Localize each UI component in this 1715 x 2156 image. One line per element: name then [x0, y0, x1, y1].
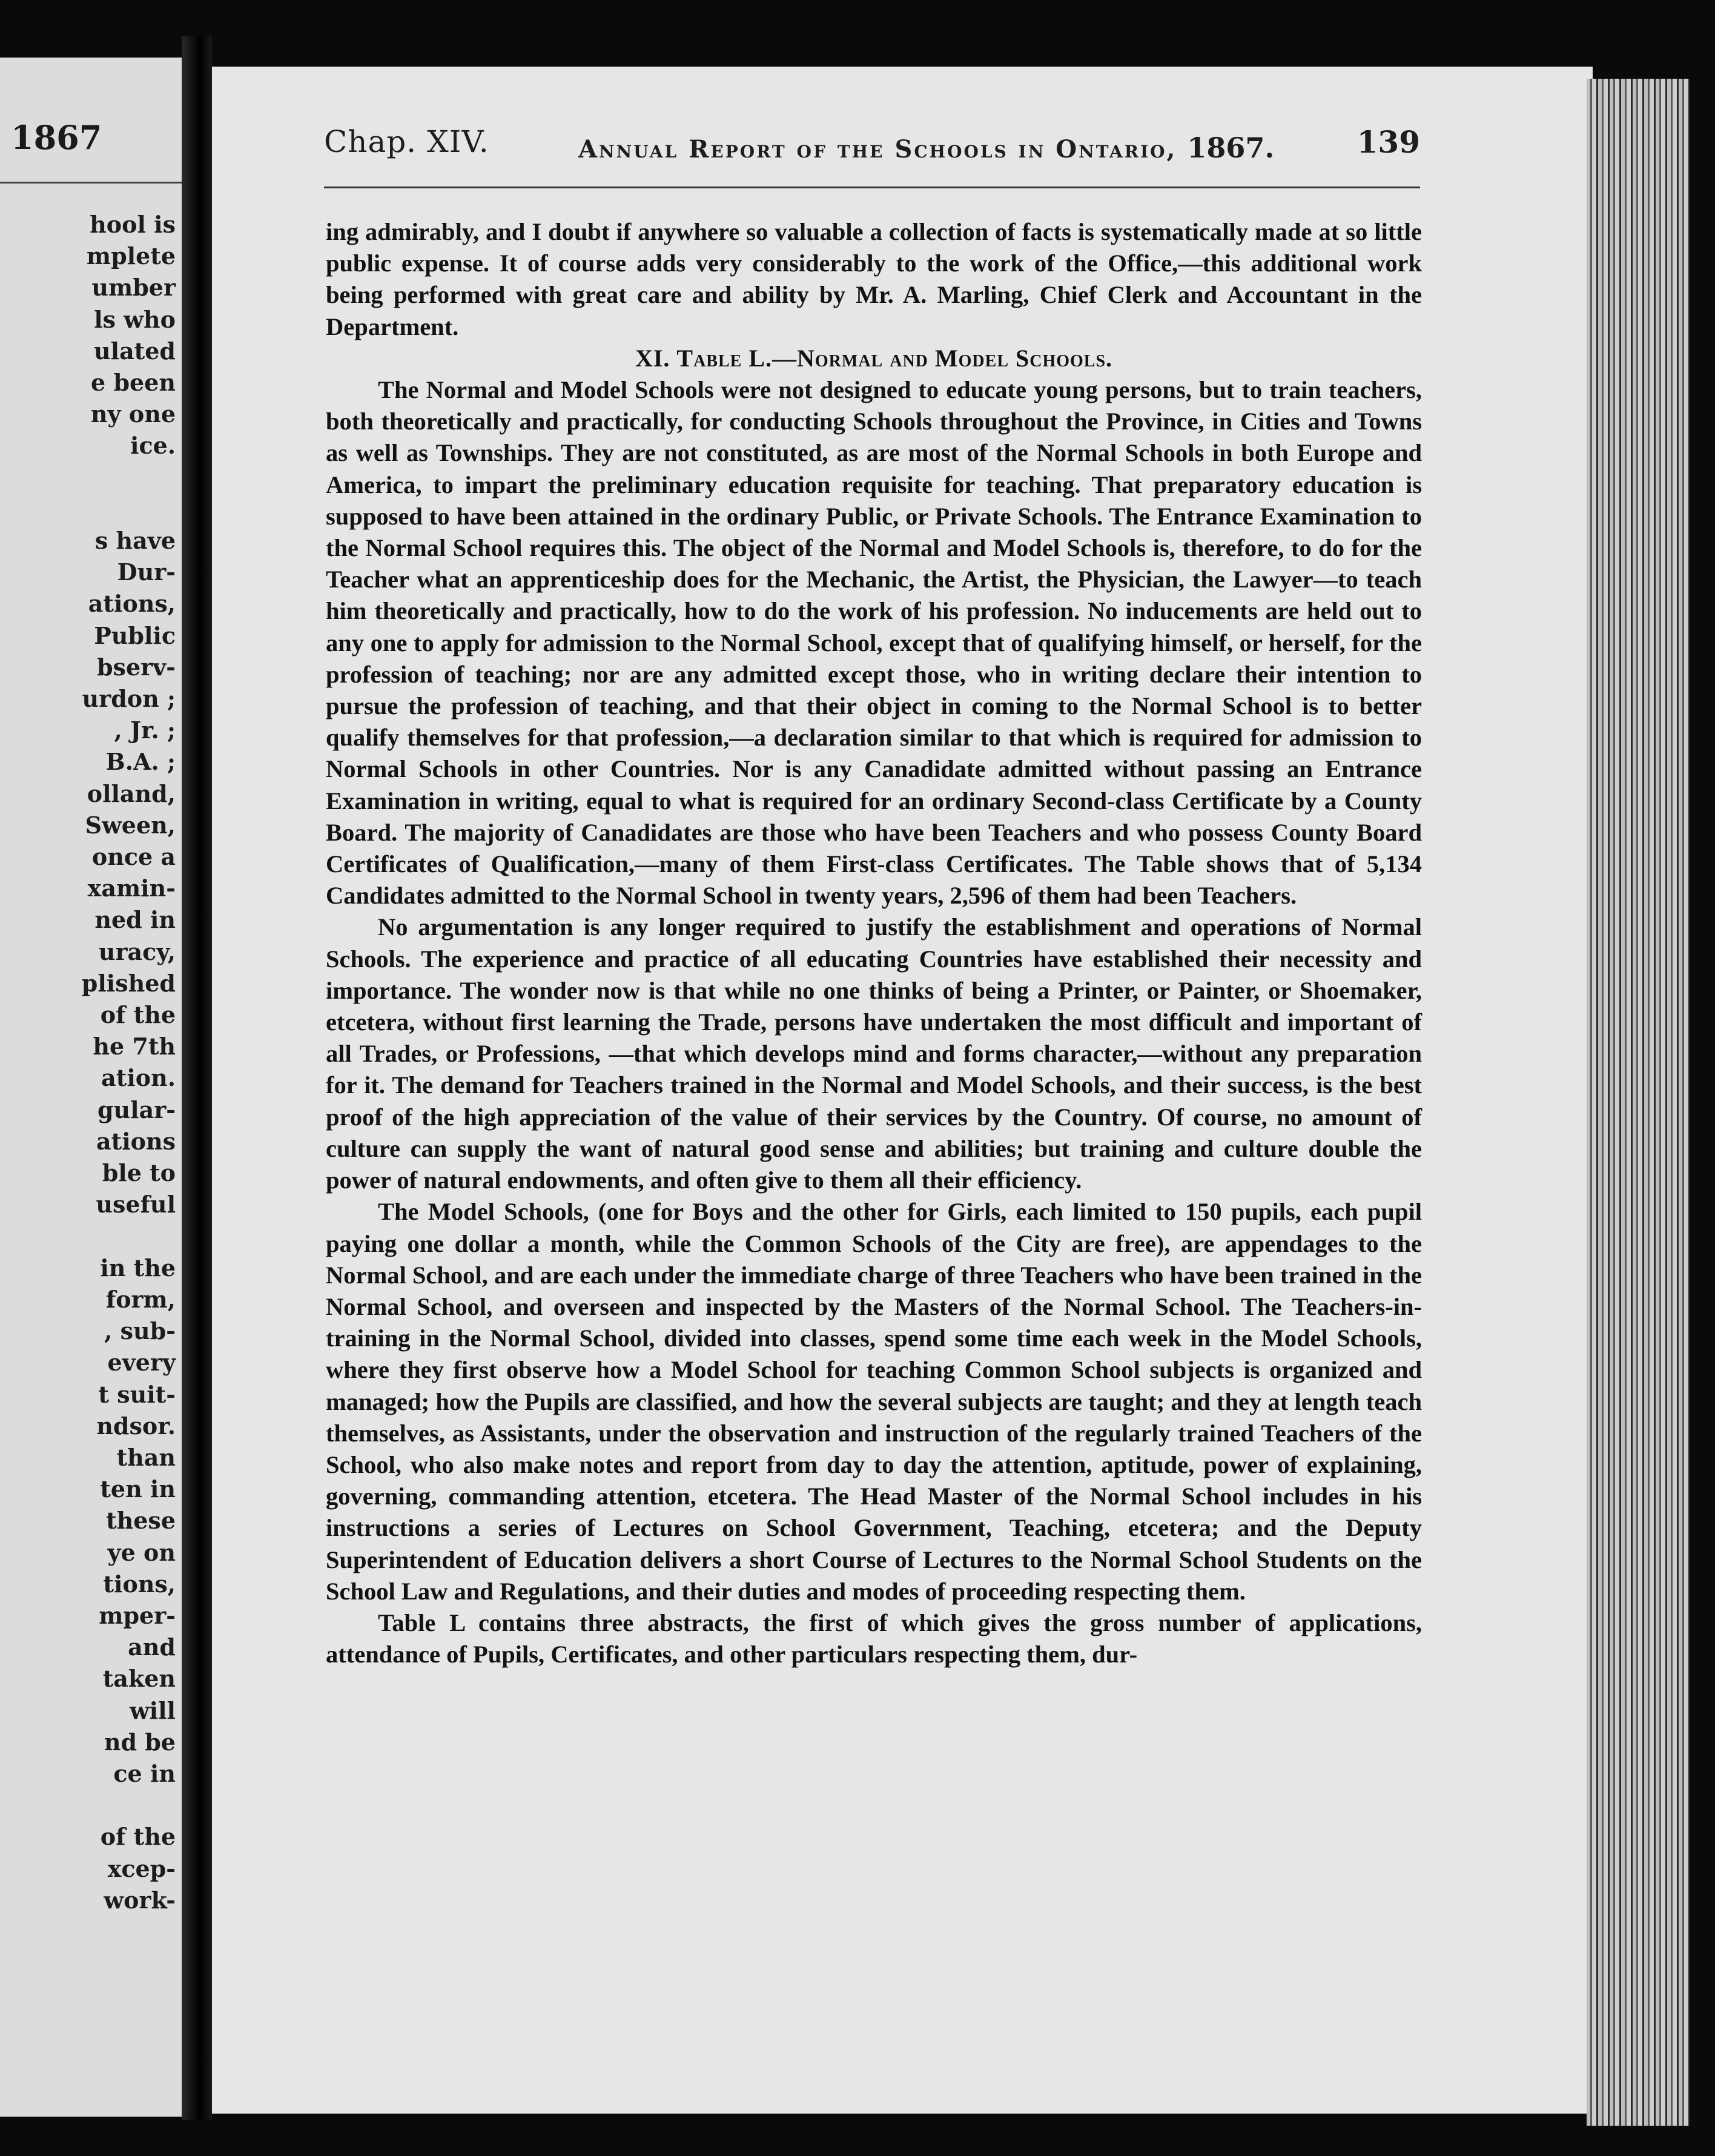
- left-page-line: [6, 462, 176, 494]
- left-page-line: ten in: [100, 1475, 176, 1503]
- left-page-rule: [0, 182, 182, 184]
- left-page-line: tions,: [103, 1570, 176, 1598]
- left-page-line: hool is: [90, 211, 176, 238]
- left-page-line: olland,: [87, 779, 176, 807]
- left-page-text-fragments: [6, 209, 176, 1916]
- left-page-line: taken: [102, 1665, 176, 1693]
- left-page-line: than: [116, 1443, 176, 1471]
- running-title: [578, 131, 1274, 164]
- left-page-line: ned in: [94, 906, 176, 934]
- left-page-line: of the: [100, 1001, 176, 1029]
- left-page-line: umber: [91, 274, 176, 302]
- running-year: 1867.: [1187, 131, 1275, 164]
- section-heading: [326, 343, 1422, 374]
- left-page-line: urdon ;: [82, 685, 176, 713]
- left-page-line: work-: [104, 1886, 176, 1914]
- page-body: [326, 216, 1422, 1670]
- left-page-line: and: [128, 1633, 176, 1661]
- section-numeral: XI.: [635, 344, 670, 372]
- left-page-line: these: [106, 1507, 176, 1535]
- left-page-line: ye on: [107, 1538, 176, 1566]
- left-page-line: xamin-: [87, 875, 176, 902]
- left-page-line: ice.: [130, 432, 176, 460]
- page-number: 139: [1356, 124, 1420, 160]
- header-rule: [324, 187, 1420, 188]
- paragraph-continued: ing admirably, and I doubt if anywhere so valuable a collection of facts is systematically made at so little public expense. It of course adds very considerably to the work of the Office,—this additional work being performed with great care and ability by Mr. A. Marling, Chief Clerk and Accountant in the Department.: [326, 218, 1422, 340]
- paragraph-normal-model-purpose: The Normal and Model Schools were not designed to educate young persons, but to train teachers, both theoretically and practically, for conducting Schools throughout the Province, in Cities and Towns as well as Townships. They are not constituted, as are most of the Normal Schools in both Europe and America, to impart the preliminary education requisite for teaching. That preparatory education is supposed to have been attained in the ordinary Public, or Private Schools. The Entrance Examination to the Normal School requires this. The object of the Normal and Model Schools is, therefore, to do for the Teacher what an apprenticeship does for the Mechanic, the Artist, the Physician, the Lawyer—to teach him theoretically and practically, how to do the work of his profession. No inducements are held out to any one to apply for admission to the Normal School, except that of qualifying himself, or herself, for the profession of teaching; nor are any admitted except those, who in writing declare their intention to pursue the profession of teaching, and that their object in coming to the Normal School is to better qualify themselves for that profession,—a declaration similar to that which is required for admission to Normal Schools in other Countries. Nor is any Canadidate admitted without passing an Entrance Examination in writing, equal to what is required for an ordinary Second-class Certificate by a County Board. The majority of Canadidates are those who have been Teachers and who possess County Board Certificates of Qualification,—many of them First-class Certificates. The Table shows that of 5,134 Candidates admitted to the Normal School in twenty years, 2,596 of them had been Teachers.: [326, 376, 1422, 910]
- left-page-line: gular-: [97, 1096, 176, 1123]
- paragraph-table-l: Table L contains three abstracts, the first of which gives the gross number of applications, attendance of Pupils, Certificates, and other particulars respecting them, dur-: [326, 1609, 1422, 1668]
- left-page-line: useful: [96, 1191, 176, 1219]
- left-page-line: form,: [105, 1285, 176, 1313]
- left-page-line: s have: [94, 527, 176, 555]
- left-page-line: ny one: [90, 400, 176, 428]
- running-title-text: Annual Report of the Schools in Ontario,: [578, 135, 1177, 164]
- left-page-line: bserv-: [96, 653, 176, 681]
- left-page-line: e been: [91, 369, 176, 397]
- left-page-line: ation.: [101, 1064, 176, 1092]
- left-page-line: [6, 1221, 176, 1252]
- left-page-line: [6, 494, 176, 525]
- paragraph-model-schools: The Model Schools, (one for Boys and the other for Girls, each limited to 150 pupils, each pupil paying one dollar a month, while the Common Schools of the City are free), are appendages to the Normal School, and are each under the immediate charge of three Teachers who have been trained in the Normal School, and overseen and inspected by the Masters of the Normal School. The Teachers-in-training in the Normal School, divided into classes, spend some time each week in the Model Schools, where they first observe how a Model School for teaching Common School subjects is organized and managed; how the Pupils are classified, and how the several subjects are taught; and they at length teach themselves, as Assistants, under the observation and instruction of the regularly trained Teachers of the School, who also make notes and report from day to day the attention, aptitude, power of explaining, governing, commanding attention, etcetera. The Head Master of the Normal School includes in his instructions a series of Lectures on School Government, Teaching, etcetera; and the Deputy Superintendent of Education delivers a short Course of Lectures to the Normal School Students on the School Law and Regulations, and their duties and modes of proceeding respecting them.: [326, 1198, 1422, 1605]
- left-page-line: ations: [96, 1127, 176, 1155]
- left-page-line: ls who: [94, 305, 176, 333]
- section-title: —Normal and Model Schools.: [772, 344, 1113, 372]
- left-page-line: every: [107, 1349, 176, 1377]
- left-page-line: t suit-: [98, 1380, 176, 1408]
- left-page-line: [6, 1790, 176, 1821]
- left-page-line: in the: [100, 1254, 176, 1281]
- left-page-line: nd be: [104, 1728, 176, 1756]
- left-page-line: mper-: [99, 1601, 176, 1629]
- left-page-line: he 7th: [93, 1033, 176, 1060]
- left-page-year: 1867: [11, 118, 102, 157]
- book-gutter: [182, 36, 212, 2120]
- left-page-line: of the: [100, 1823, 176, 1851]
- left-page-line: ble to: [102, 1159, 176, 1187]
- page-edges: [1587, 79, 1690, 2126]
- left-page-line: , Jr. ;: [114, 716, 176, 744]
- left-page-line: once a: [91, 843, 176, 871]
- paragraph-argumentation: No argumentation is any longer required to justify the establishment and operations of Normal Schools. The experience and practice of all educating Countries have established their necessity and importance. The wonder now is that while no one thinks of being a Printer, or Painter, or Shoemaker, etcetera, without first learning the Trade, persons have undertaken the most difficult and important of all Trades, or Professions, —that which develops mind and forms character,—without any preparation for it. The demand for Teachers trained in the Normal and Model Schools, and their success, is the best proof of the high appreciation of the value of their services by the Country. Of course, no amount of culture can supply the want of natural good sense and abilities; but training and culture double the power of natural endowments, and often give to them all their efficiency.: [326, 913, 1422, 1194]
- left-page-line: will: [129, 1696, 176, 1724]
- left-facing-page: [0, 58, 182, 2117]
- left-page-line: , sub-: [104, 1317, 176, 1345]
- chapter-label: Chap. XIV.: [324, 124, 489, 159]
- left-page-line: Dur-: [117, 558, 176, 586]
- left-page-line: uracy,: [98, 937, 176, 965]
- left-page-line: Sween,: [85, 811, 176, 839]
- left-page-line: B.A. ;: [105, 748, 176, 776]
- section-table-label: Table L.: [676, 344, 773, 372]
- left-page-line: ndsor.: [96, 1412, 176, 1440]
- running-header: [324, 124, 1420, 173]
- left-page-line: mplete: [86, 242, 176, 270]
- left-page-line: xcep-: [107, 1854, 176, 1882]
- left-page-line: Public: [94, 621, 176, 649]
- left-page-line: ce in: [113, 1759, 176, 1787]
- left-page-line: plished: [81, 969, 176, 997]
- left-page-line: ations,: [88, 590, 176, 618]
- left-page-line: ulated: [94, 337, 176, 365]
